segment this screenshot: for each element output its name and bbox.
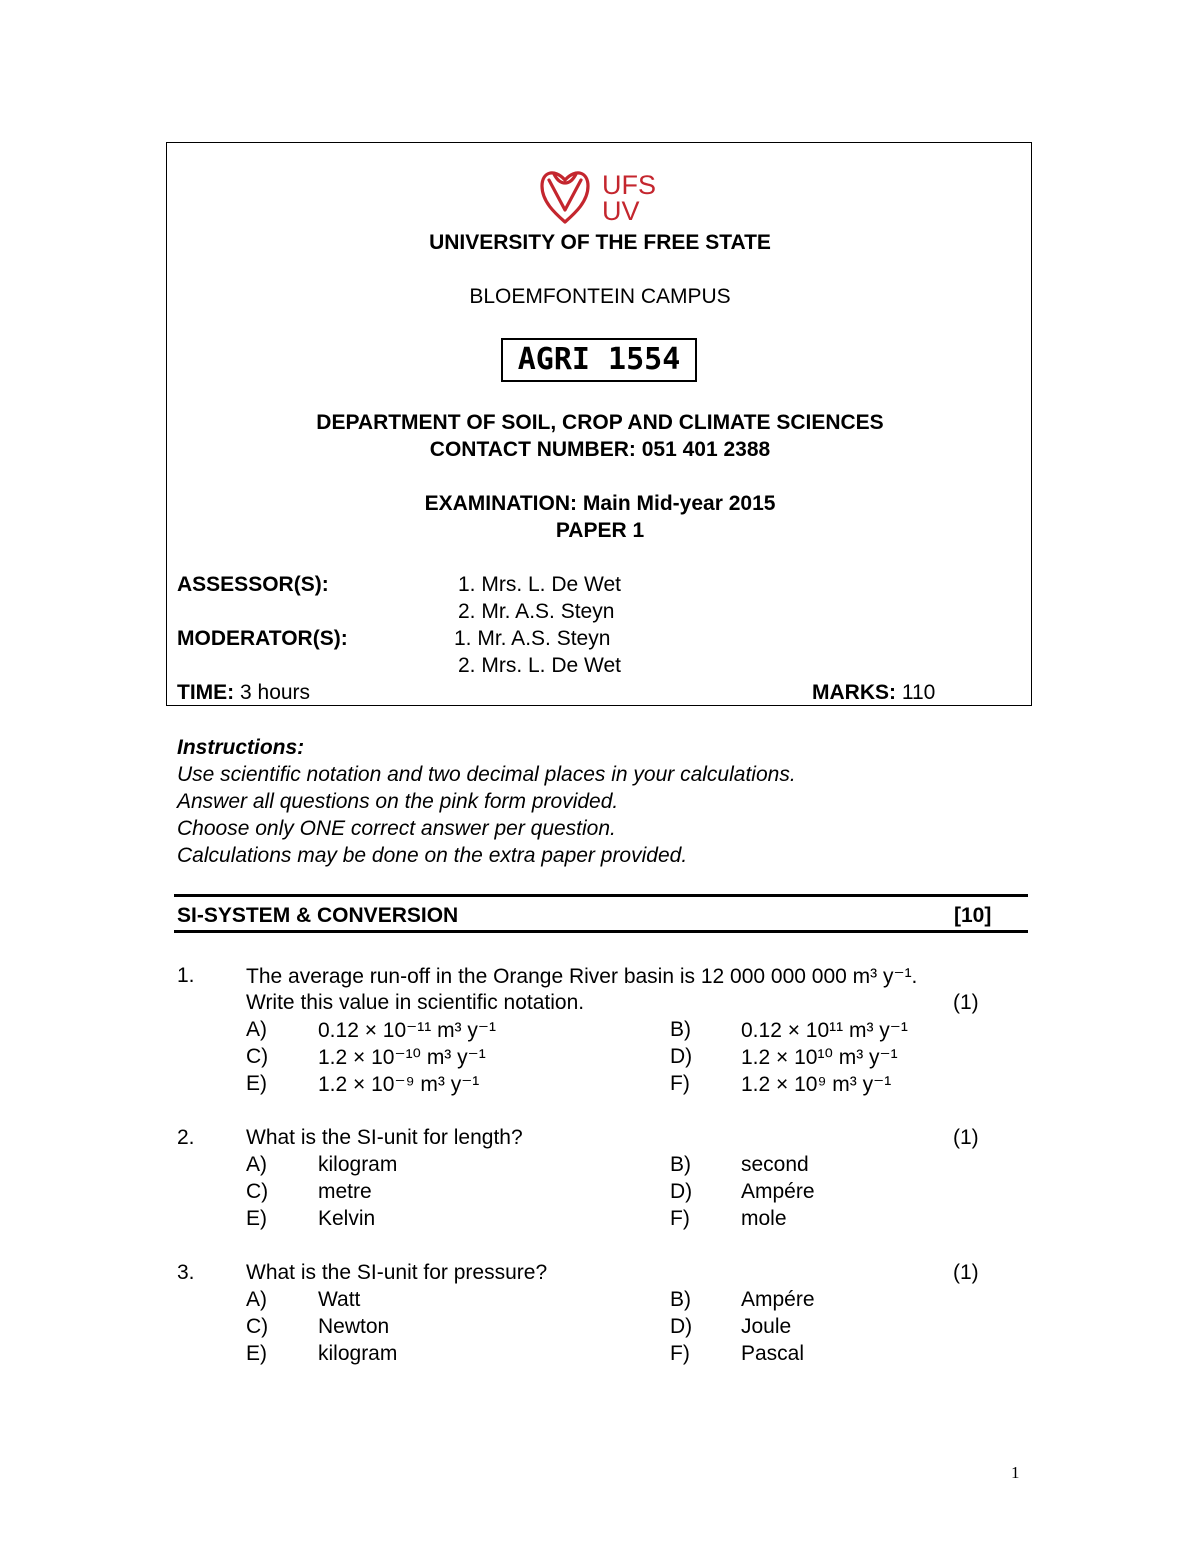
time-line	[177, 681, 310, 705]
contact-label: CONTACT NUMBER:	[429, 438, 636, 461]
option-text: Ampére	[741, 1180, 815, 1203]
option-letter: A)	[246, 1018, 267, 1041]
ufs-logo	[538, 168, 668, 226]
marks-line	[812, 681, 935, 705]
instruction-line: Choose only ONE correct answer per question.	[177, 817, 616, 840]
assessors-label: ASSESSOR(S):	[177, 573, 329, 596]
page-number: 1	[1011, 1463, 1020, 1482]
instruction-line: Answer all questions on the pink form provided.	[177, 790, 619, 813]
marks-label: MARKS:	[812, 681, 896, 704]
option-text: Watt	[318, 1288, 361, 1311]
option-letter: A)	[246, 1153, 267, 1176]
option-text: 1.2 × 10⁹ m³ y⁻¹	[741, 1073, 892, 1096]
question-text: What is the SI-unit for length?	[246, 1126, 523, 1149]
department-name: DEPARTMENT OF SOIL, CROP AND CLIMATE SCIENCES	[316, 411, 884, 434]
question-text: Write this value in scientific notation.	[246, 991, 585, 1014]
contact-line	[0, 438, 1200, 462]
marks-value: 110	[901, 681, 936, 704]
option-text: 1.2 × 10¹⁰ m³ y⁻¹	[741, 1046, 898, 1069]
option-letter: B)	[670, 1288, 691, 1311]
paper-number: PAPER 1	[555, 519, 645, 542]
option-text: Kelvin	[318, 1207, 376, 1230]
option-letter: E)	[246, 1072, 267, 1095]
question-marks: (1)	[953, 1126, 979, 1149]
option-letter: D)	[670, 1180, 693, 1203]
option-letter: C)	[246, 1315, 269, 1338]
question-text: The average run-off in the Orange River basin is 12 000 000 000 m³ y⁻¹.	[246, 965, 918, 988]
option-letter: C)	[246, 1180, 269, 1203]
option-letter: B)	[670, 1153, 691, 1176]
section-rule-top	[174, 894, 1028, 897]
time-value: 3 hours	[240, 681, 311, 704]
assessor-1: 1. Mrs. L. De Wet	[458, 573, 621, 596]
option-text: Joule	[741, 1315, 792, 1338]
option-letter: D)	[670, 1315, 693, 1338]
option-text: 1.2 × 10⁻⁹ m³ y⁻¹	[318, 1073, 480, 1096]
moderators-label: MODERATOR(S):	[177, 627, 348, 650]
section-rule-bottom	[174, 930, 1028, 933]
question-marks: (1)	[953, 1261, 979, 1284]
option-text: second	[741, 1153, 809, 1176]
section-title: SI-SYSTEM & CONVERSION	[177, 904, 459, 927]
option-letter: F)	[670, 1072, 690, 1095]
exam-line	[0, 492, 1200, 516]
logo-text-ufs: UFS	[602, 170, 656, 200]
option-text: metre	[318, 1180, 372, 1203]
exam-label: EXAMINATION:	[424, 492, 577, 515]
logo-text-uv: UV	[602, 196, 640, 226]
instruction-line: Use scientific notation and two decimal places in your calculations.	[177, 763, 796, 786]
question-marks: (1)	[953, 991, 979, 1014]
time-label: TIME:	[177, 681, 235, 704]
option-text: 0.12 × 10⁻¹¹ m³ y⁻¹	[318, 1019, 496, 1042]
option-letter: A)	[246, 1288, 267, 1311]
university-name: UNIVERSITY OF THE FREE STATE	[429, 231, 771, 254]
option-text: 0.12 × 10¹¹ m³ y⁻¹	[741, 1019, 908, 1042]
question-number: 2.	[177, 1126, 195, 1149]
option-letter: E)	[246, 1207, 267, 1230]
option-text: kilogram	[318, 1342, 398, 1365]
option-text: 1.2 × 10⁻¹⁰ m³ y⁻¹	[318, 1046, 486, 1069]
question-text: What is the SI-unit for pressure?	[246, 1261, 548, 1284]
option-letter: F)	[670, 1207, 690, 1230]
option-text: Newton	[318, 1315, 390, 1338]
campus-name: BLOEMFONTEIN CAMPUS	[469, 285, 731, 308]
instructions-title: Instructions:	[177, 736, 305, 759]
moderator-2: 2. Mrs. L. De Wet	[458, 654, 621, 677]
option-text: mole	[741, 1207, 787, 1230]
course-code: AGRI 1554	[501, 338, 697, 382]
option-letter: C)	[246, 1045, 269, 1068]
question-number: 3.	[177, 1261, 195, 1284]
option-text: Ampére	[741, 1288, 815, 1311]
option-letter: D)	[670, 1045, 693, 1068]
question-number: 1.	[177, 964, 195, 987]
option-text: kilogram	[318, 1153, 398, 1176]
exam-value: Main Mid-year 2015	[582, 492, 776, 515]
assessor-2: 2. Mr. A.S. Steyn	[458, 600, 615, 623]
section-marks: [10]	[954, 904, 992, 927]
option-letter: F)	[670, 1342, 690, 1365]
moderator-1: 1. Mr. A.S. Steyn	[454, 627, 611, 650]
contact-number: 051 401 2388	[641, 438, 771, 461]
option-text: Pascal	[741, 1342, 805, 1365]
option-letter: E)	[246, 1342, 267, 1365]
instruction-line: Calculations may be done on the extra paper provided.	[177, 844, 688, 867]
option-letter: B)	[670, 1018, 691, 1041]
